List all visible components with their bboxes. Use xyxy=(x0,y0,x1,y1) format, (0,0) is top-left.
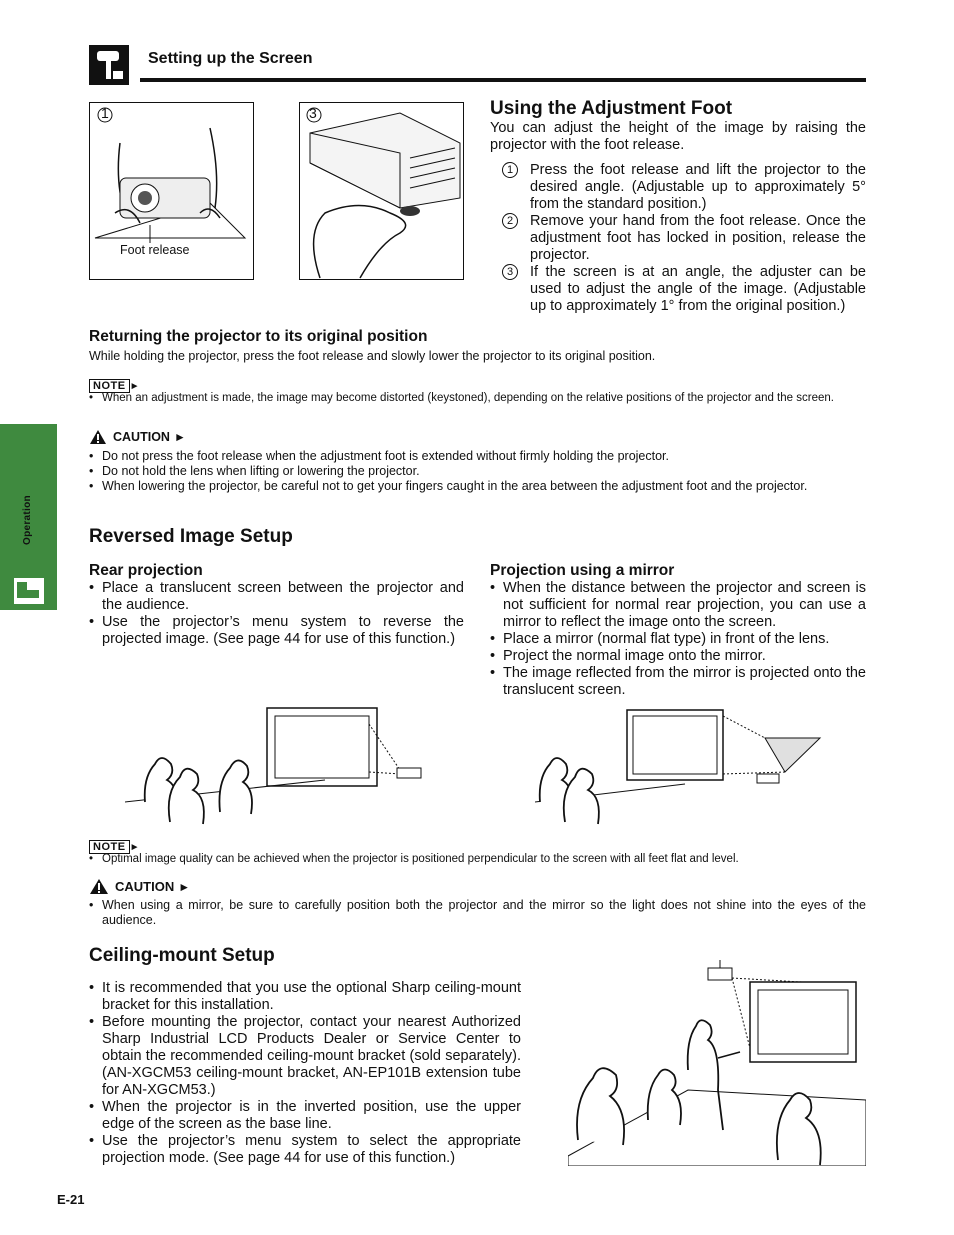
page-number: E-21 xyxy=(57,1192,85,1207)
arrow-right-icon: ► xyxy=(129,381,140,392)
caution-1-list xyxy=(89,449,866,494)
list-item: • Use the projector’s menu system to reverse the projected image. (See page 44 for use of this function.) xyxy=(89,614,464,648)
rear-projection-title: Rear projection xyxy=(89,562,203,579)
figure-foot-release xyxy=(89,102,254,280)
caution-1-label xyxy=(89,429,186,445)
list-item: • Place a translucent screen between the projector and the audience. xyxy=(89,580,464,614)
step-text: Press the foot release and lift the projector to the desired angle. (Adjustable up to approximately 5° from the standard position.) xyxy=(530,162,866,212)
list-item: • The image reflected from the mirror is projected onto the translucent screen. xyxy=(490,665,866,699)
adjustment-intro: You can adjust the height of the image by raising the projector with the foot release. xyxy=(490,120,866,153)
list-item: • Use the projector’s menu system to select the appropriate projection mode. (See page 44 for use of this function.) xyxy=(89,1133,521,1167)
side-tab-label: Operation xyxy=(22,495,33,545)
mirror-projection-illustration xyxy=(535,702,835,828)
list-item: • It is recommended that you use the optional Sharp ceiling-mount bracket for this installation. xyxy=(89,980,521,1014)
list-item: • When an adjustment is made, the image may become distorted (keystoned), depending on the relative positions of the projector and the screen. xyxy=(89,391,866,406)
list-item: • When the distance between the projector and screen is not sufficient for normal rear projection, you can use a mirror to reflect the image onto the screen. xyxy=(490,580,866,631)
adjustment-title: Using the Adjustment Foot xyxy=(490,98,733,119)
ceiling-title: Ceiling-mount Setup xyxy=(89,945,275,966)
arrow-right-icon: ► xyxy=(178,879,191,894)
list-item: • When lowering the projector, be careful not to get your fingers caught in the area between the adjustment foot and the projector. xyxy=(89,479,866,494)
step-number: 3 xyxy=(502,264,518,280)
returning-text: While holding the projector, press the foot release and slowly lower the projector to its original position. xyxy=(89,349,656,363)
rear-projection-illustration xyxy=(125,702,435,828)
figure-3-number: 3 xyxy=(309,105,317,121)
warning-icon xyxy=(89,878,109,895)
figure-1-number: 1 xyxy=(101,105,109,121)
caution-2-list xyxy=(89,898,866,928)
arrow-right-icon: ► xyxy=(129,842,140,853)
list-item: • Optimal image quality can be achieved when the projector is positioned perpendicular to the screen with all feet flat and level. xyxy=(89,852,866,867)
page-header-title: Setting up the Screen xyxy=(148,50,313,67)
projector-tab-icon xyxy=(14,578,44,604)
list-item: • Project the normal image onto the mirror. xyxy=(490,648,866,665)
ceiling-list xyxy=(89,980,521,1167)
rear-projection-list xyxy=(89,580,464,648)
arrow-right-icon: ► xyxy=(173,430,186,444)
step-text: Remove your hand from the foot release. Once the adjustment foot has locked in position, release the projector. xyxy=(530,213,866,263)
warning-icon xyxy=(89,429,107,445)
list-item: • Before mounting the projector, contact your nearest Authorized Sharp Industrial LCD Products Dealer or Service Center to obtain the recommended ceiling-mount bracket (sold separately). (AN-XGCM53 ceiling-mount bracket, AN-EP101B extension tube for AN-XGCM53.) xyxy=(89,1014,521,1099)
caution-tag: CAUTION xyxy=(115,879,175,894)
mirror-projection-title: Projection using a mirror xyxy=(490,562,675,579)
list-item: • When the projector is in the inverted position, use the upper edge of the screen as the base line. xyxy=(89,1099,521,1133)
projector-setup-icon xyxy=(89,45,129,85)
note-1-list xyxy=(89,391,866,406)
adjustment-steps xyxy=(490,162,866,315)
mirror-projection-list xyxy=(490,580,866,699)
list-item: • Place a mirror (normal flat type) in front of the lens. xyxy=(490,631,866,648)
caution-2-label xyxy=(89,878,190,895)
header-rule xyxy=(140,78,866,82)
note-tag: NOTE xyxy=(89,840,130,854)
figure-adjuster xyxy=(299,102,464,280)
list-item: • Do not hold the lens when lifting or lowering the projector. xyxy=(89,464,866,479)
step-text: If the screen is at an angle, the adjuster can be used to adjust the angle of the image. (Adjustable up to approximately 1° from the original position.) xyxy=(530,264,866,314)
adjustment-step xyxy=(490,213,866,264)
step-number: 2 xyxy=(502,213,518,229)
adjustment-step xyxy=(490,264,866,315)
list-item: • When using a mirror, be sure to carefully position both the projector and the mirror so the light does not shine into the eyes of the audience. xyxy=(89,898,866,928)
adjustment-step xyxy=(490,162,866,213)
caution-tag: CAUTION xyxy=(113,430,170,444)
note-2-list xyxy=(89,852,866,867)
foot-release-caption: Foot release xyxy=(120,243,190,257)
ceiling-mount-illustration xyxy=(568,960,866,1166)
note-tag: NOTE xyxy=(89,379,130,393)
returning-title: Returning the projector to its original position xyxy=(89,328,428,345)
list-item: • Do not press the foot release when the adjustment foot is extended without firmly holding the projector. xyxy=(89,449,866,464)
reversed-title: Reversed Image Setup xyxy=(89,526,293,547)
step-number: 1 xyxy=(502,162,518,178)
